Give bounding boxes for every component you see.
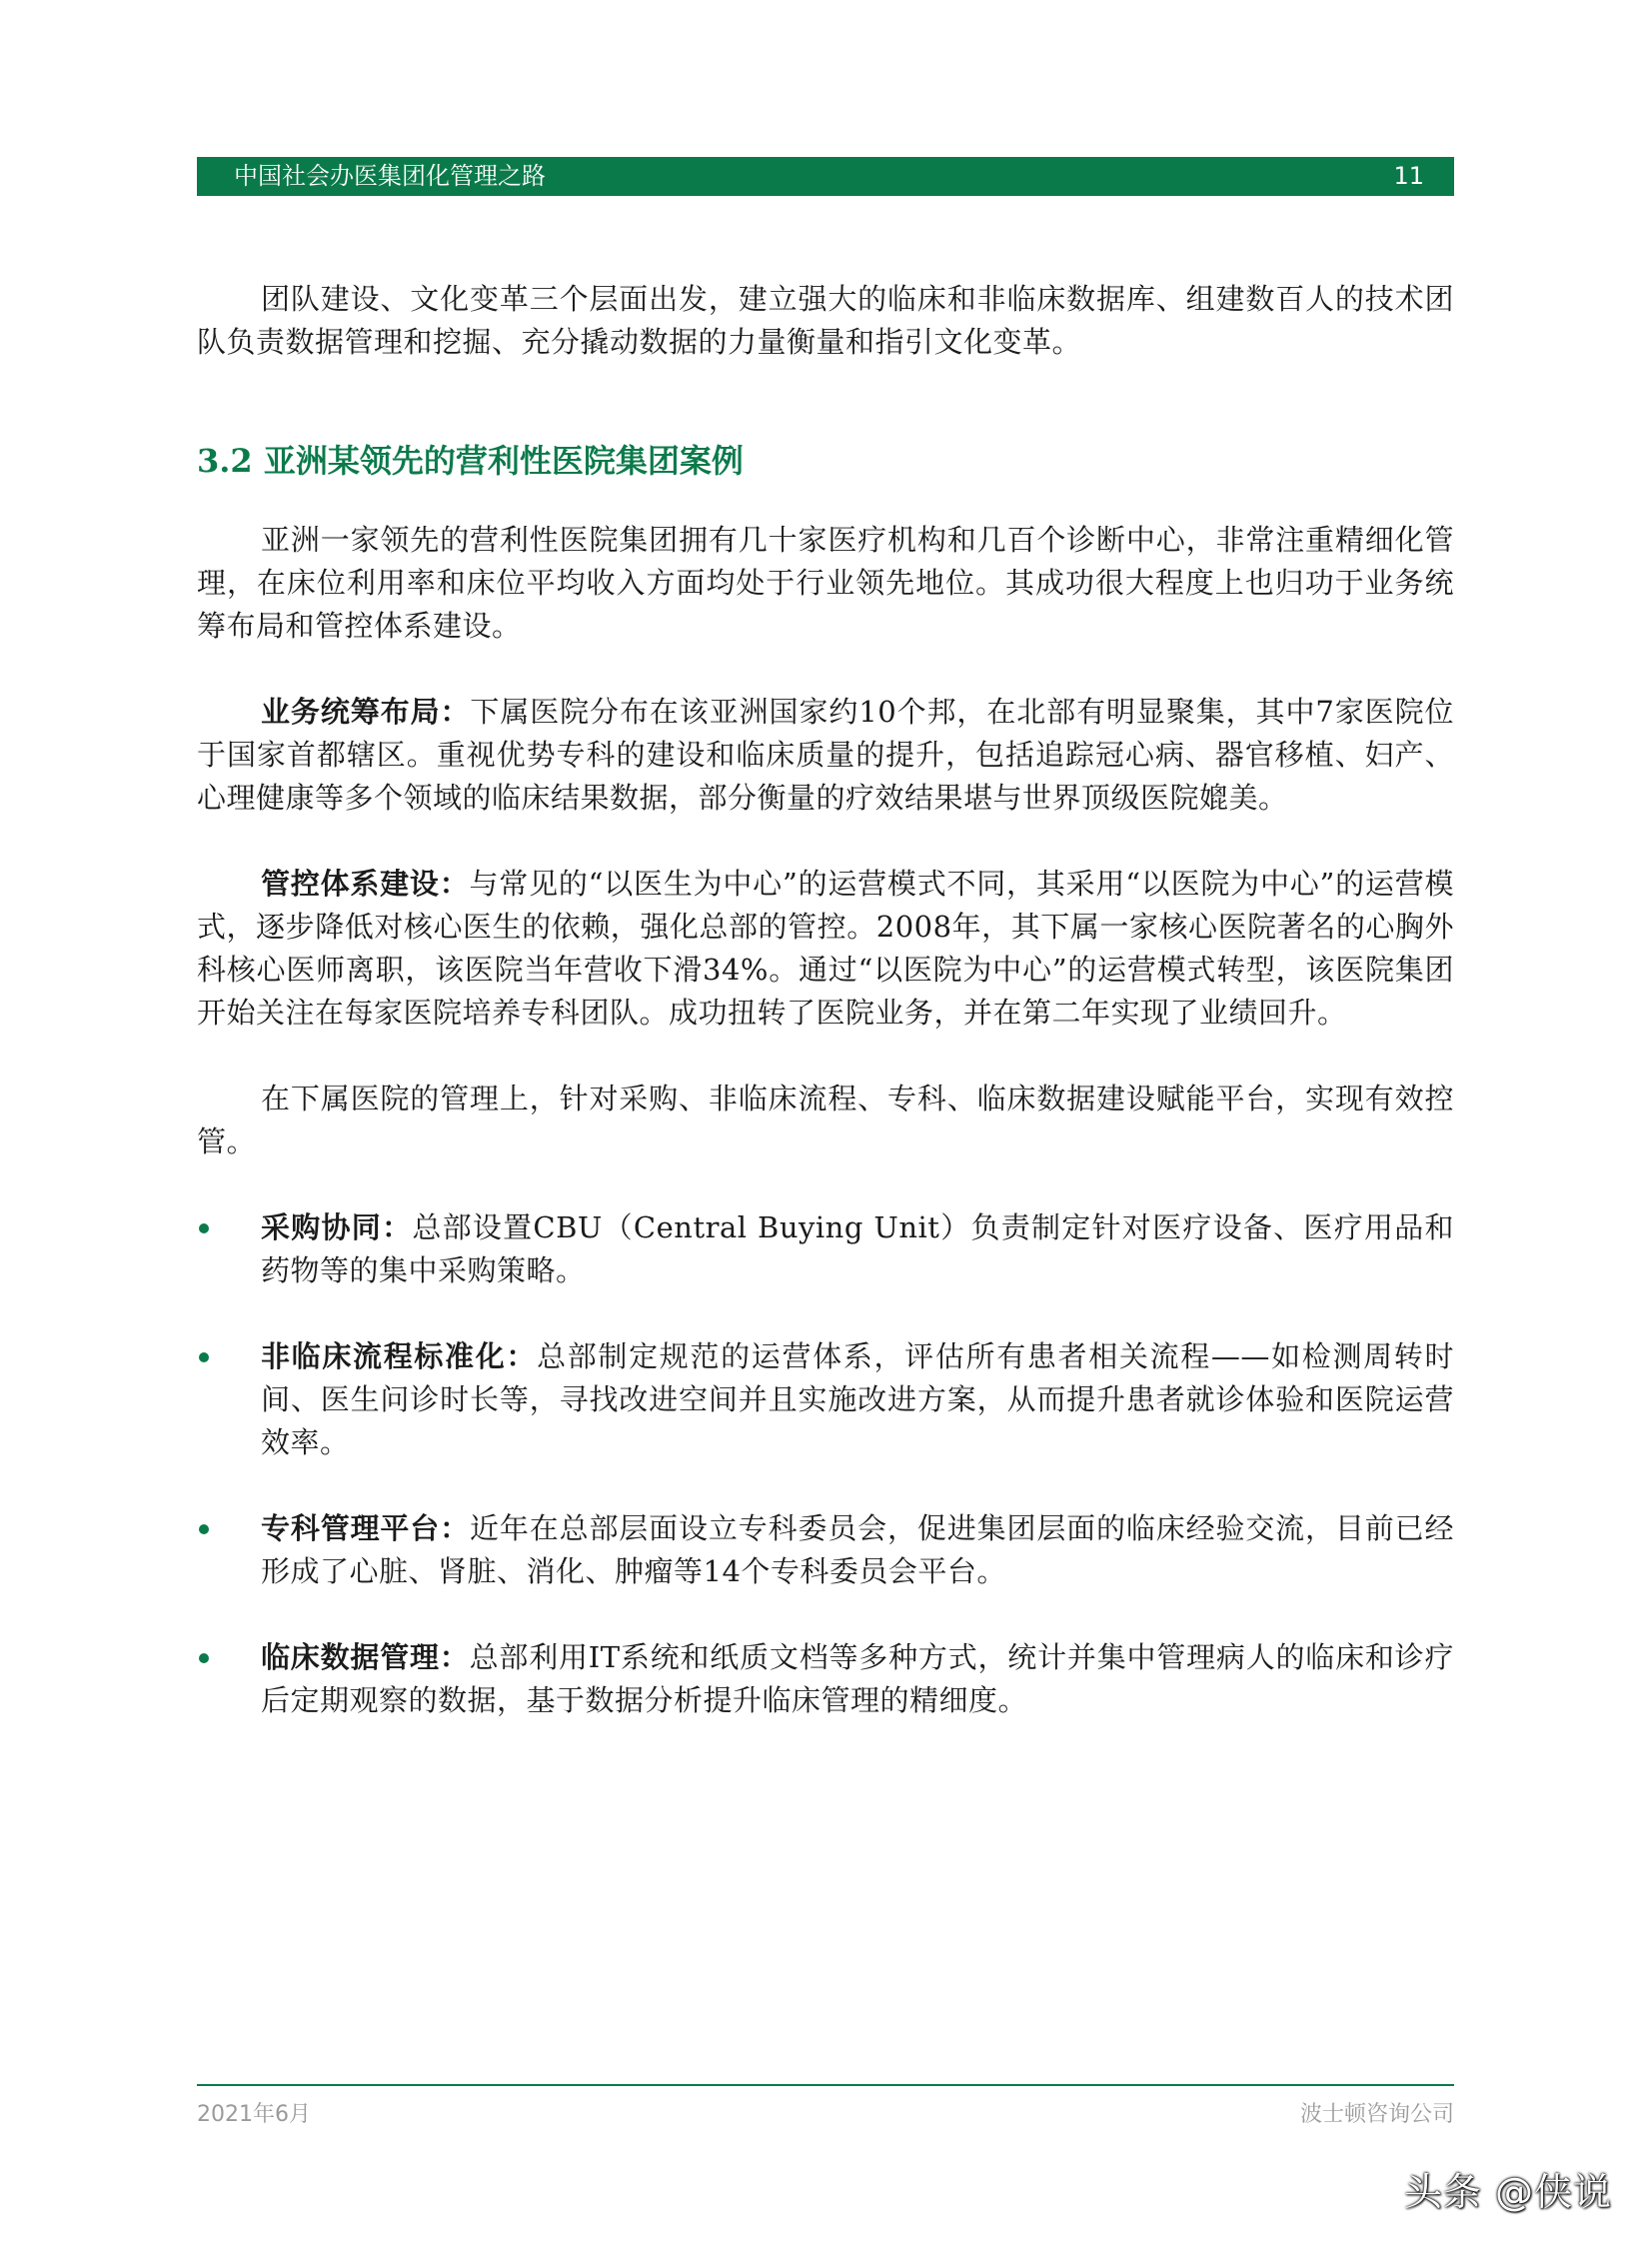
list-item bbox=[197, 1335, 1454, 1464]
page-number: 11 bbox=[1393, 162, 1424, 190]
header-title: 中国社会办医集团化管理之路 bbox=[234, 162, 546, 190]
page-content bbox=[197, 278, 1454, 1765]
bullet-lead: 专科管理平台： bbox=[261, 1511, 471, 1545]
footer-divider bbox=[197, 2084, 1454, 2086]
section-intro-paragraph: 亚洲一家领先的营利性医院集团拥有几十家医疗机构和几百个诊断中心，非常注重精细化管理，在床位利用率和床位平均收入方面均处于行业领先地位。其成功很大程度上也归功于业务统筹布局和管控体系建设。 bbox=[197, 523, 1454, 643]
bullet-dot-icon bbox=[199, 1524, 209, 1534]
business-layout-lead: 业务统筹布局： bbox=[261, 695, 471, 729]
bullet-body: 总部利用IT系统和纸质文档等多种方式，统计并集中管理病人的临床和诊疗后定期观察的数据，基于数据分析提升临床管理的精细度。 bbox=[261, 1640, 1454, 1717]
watermark: 头条 @侠说 bbox=[1403, 2170, 1612, 2214]
bullet-body: 总部制定规范的运营体系，评估所有患者相关流程——如检测周转时间、医生问诊时长等，寻找改进空间并且实施改进方案，从而提升患者就诊体验和医院运营效率。 bbox=[261, 1339, 1454, 1459]
bullet-dot-icon bbox=[199, 1352, 209, 1362]
bullet-body: 总部设置CBU（Central Buying Unit）负责制定针对医疗设备、医疗用品和药物等的集中采购策略。 bbox=[261, 1210, 1454, 1287]
management-paragraph: 在下属医院的管理上，针对采购、非临床流程、专科、临床数据建设赋能平台，实现有效控管。 bbox=[197, 1082, 1454, 1158]
bullet-lead: 临床数据管理： bbox=[261, 1640, 470, 1674]
control-system-lead: 管控体系建设： bbox=[261, 867, 470, 901]
business-layout-paragraph bbox=[197, 691, 1454, 820]
footer-date: 2021年6月 bbox=[197, 2102, 311, 2127]
bullet-lead: 采购协同： bbox=[261, 1210, 413, 1244]
list-item bbox=[197, 1636, 1454, 1722]
control-system-paragraph bbox=[197, 863, 1454, 1035]
list-item bbox=[197, 1206, 1454, 1292]
page-header-bar bbox=[197, 157, 1454, 196]
business-layout-body: 下属医院分布在该亚洲国家约10个邦，在北部有明显聚集，其中7家医院位于国家首都辖区。重视优势专科的建设和临床质量的提升，包括追踪冠心病、器官移植、妇产、心理健康等多个领域的临床结果数据，部分衡量的疗效结果堪与世界顶级医院媲美。 bbox=[197, 695, 1454, 815]
bullet-list bbox=[197, 1206, 1454, 1722]
bullet-body: 近年在总部层面设立专科委员会，促进集团层面的临床经验交流，目前已经形成了心脏、肾脏、消化、肿瘤等14个专科委员会平台。 bbox=[261, 1511, 1454, 1588]
list-item bbox=[197, 1507, 1454, 1593]
bullet-dot-icon bbox=[199, 1223, 209, 1233]
footer-publisher: 波士顿咨询公司 bbox=[1299, 2102, 1454, 2127]
bullet-lead: 非临床流程标准化： bbox=[261, 1339, 538, 1373]
section-heading: 3.2 亚洲某领先的营利性医院集团案例 bbox=[197, 442, 744, 480]
bullet-dot-icon bbox=[199, 1653, 209, 1663]
intro-continuation-paragraph: 团队建设、文化变革三个层面出发，建立强大的临床和非临床数据库、组建数百人的技术团队负责数据管理和挖掘、充分撬动数据的力量衡量和指引文化变革。 bbox=[197, 282, 1454, 359]
control-system-body: 与常见的“以医生为中心”的运营模式不同，其采用“以医院为中心”的运营模式，逐步降低对核心医生的依赖，强化总部的管控。2008年，其下属一家核心医院著名的心胸外科核心医师离职，该医院当年营收下滑34%。通过“以医院为中心”的运营模式转型，该医院集团开始关注在每家医院培养专科团队。成功扭转了医院业务，并在第二年实现了业绩回升。 bbox=[197, 867, 1454, 1030]
